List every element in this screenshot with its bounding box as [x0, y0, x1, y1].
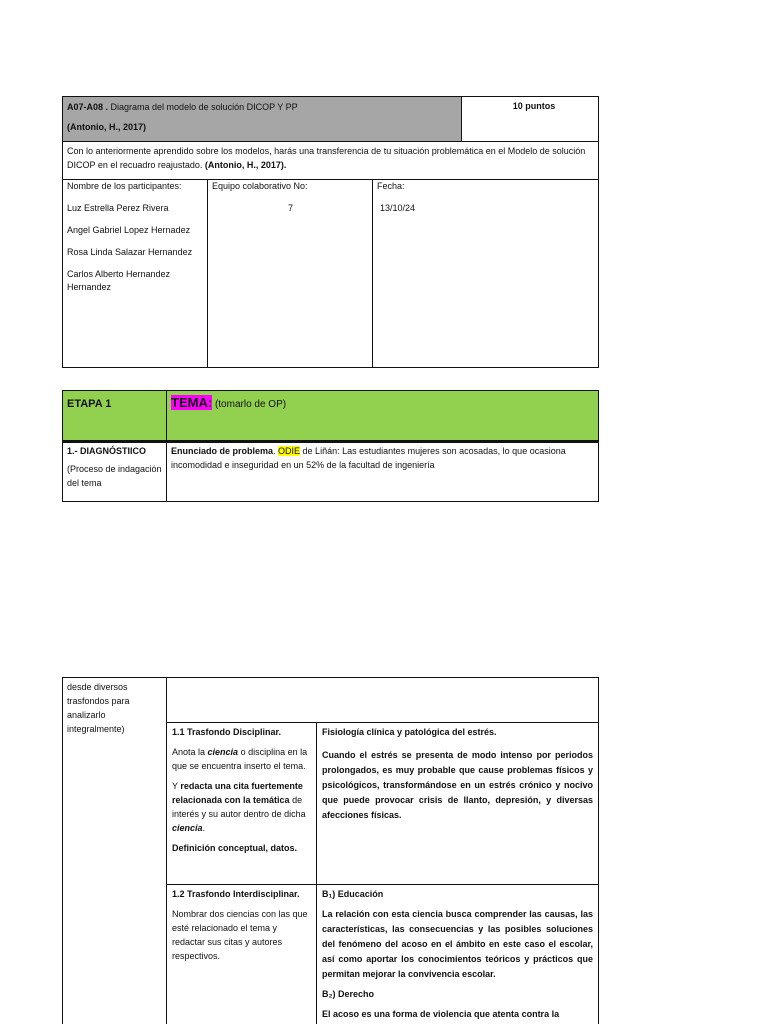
tema-cell: [166, 390, 599, 441]
activity-title-line: [67, 100, 458, 114]
team-label: Equipo colaborativo No:: [212, 181, 308, 191]
disciplinar-p2-c: de interés y su autor dentro de dicha: [172, 795, 306, 819]
team-cell: [207, 179, 373, 368]
diagnostico-continued: desde diversos trasfondos para analizarlo integralmente): [67, 682, 130, 734]
disciplinar-right-text: Cuando el estrés se presenta de modo intenso por periodos prolongados, es muy probable que cause problemas físicos y psicológicos, transformándose en un estrés crónico y nocivo que puede provocar crisis de llanto, depresión, y diversas afecciones físicas.: [322, 750, 593, 820]
activity-header: [62, 96, 462, 142]
instructions-citation: (Antonio, H., 2017).: [204, 160, 287, 170]
enunciado-cell: [166, 443, 599, 502]
diagnostico-label: 1.- DIAGNÓSTIICO: [67, 446, 147, 456]
enunciado-label: Enunciado de problema: [171, 446, 274, 456]
participant-name: Angel Gabriel Lopez Hernadez: [67, 225, 191, 235]
interdisciplinar-text: Nombrar dos ciencias con las que esté relacionado el tema y redactar sus citas y autores respectivos.: [172, 909, 308, 961]
diagnostico-sub: (Proceso de indagación del tema: [67, 464, 162, 488]
participant-name: Carlos Alberto Hernandez Hernandez: [67, 269, 171, 292]
date-label: Fecha:: [377, 181, 405, 191]
stage-label-cell: [62, 390, 167, 441]
interdisciplinar-left: [166, 884, 317, 1024]
enunciado-separator: .: [273, 446, 279, 456]
activity-code: A07-A08 .: [67, 102, 109, 112]
activity-points: [461, 96, 599, 142]
team-number: 7: [287, 203, 293, 213]
disciplinar-right-title: Fisiología clínica y patológica del estrés.: [322, 727, 497, 737]
participant-name: Luz Estrella Perez Rivera: [67, 203, 169, 213]
disciplinar-p1: [172, 745, 312, 773]
odie-highlight: ODIE: [278, 446, 301, 456]
disciplinar-p1-b: o disciplina en la que se encuentra inserto el tema.: [172, 747, 308, 771]
disciplinar-p3: Definición conceptual, datos.: [172, 843, 298, 853]
disciplinar-p2-d: .: [202, 823, 206, 833]
interdisciplinar-right: [316, 884, 599, 1024]
b1-title: B₁) Educación: [322, 889, 384, 899]
activity-citation: (Antonio, H., 2017): [67, 122, 147, 132]
participant-name: Rosa Linda Salazar Hernandez: [67, 247, 193, 257]
disciplinar-p2-a: Y: [172, 781, 181, 791]
b2-title: B₂) Derecho: [322, 989, 375, 999]
instructions-text: Con lo anteriormente aprendido sobre los modelos, harás una transferencia de tu situación problemática en el Modelo de solución DICOP en el recuadro reajustado.: [67, 146, 586, 170]
tema-value: (tomarlo de OP): [212, 399, 287, 410]
diagnostico-continued-cell: [62, 677, 167, 1024]
points-value: 10 puntos: [512, 101, 556, 111]
disciplinar-left: [166, 722, 317, 885]
activity-title: Diagrama del modelo de solución DICOP Y PP: [108, 102, 298, 112]
date-cell: [372, 179, 599, 368]
participants-cell: [62, 179, 208, 368]
tema-label: TEMA:: [171, 395, 213, 410]
interdisciplinar-heading: 1.2 Trasfondo Interdisciplinar.: [172, 889, 300, 899]
activity-instructions: [62, 141, 599, 180]
b2-text: El acoso es una forma de violencia que atenta contra la: [322, 1009, 560, 1019]
enunciado-text: de Liñán: Las estudiantes mujeres son acosadas, lo que ocasiona incomodidad e inseguridad en un 52% de la facultad de ingeniería: [171, 446, 566, 470]
empty-header-cell: [166, 677, 599, 723]
disciplinar-p2-em: ciencia: [172, 823, 203, 833]
date-value: 13/10/24: [380, 203, 416, 213]
stage-label: ETAPA 1: [67, 398, 112, 410]
disciplinar-heading: 1.1 Trasfondo Disciplinar.: [172, 727, 282, 737]
disciplinar-p1-a: Anota la: [172, 747, 208, 757]
diagnostico-cell: [62, 443, 167, 502]
disciplinar-p1-em: ciencia: [207, 747, 239, 757]
disciplinar-p2: [172, 779, 312, 835]
disciplinar-p2-b: redacta una cita fuertemente relacionada con la temática: [172, 781, 303, 805]
b1-text: La relación con esta ciencia busca comprender las causas, las características, las consecuencias y las posibles soluciones del fenómeno del acoso en el ámbito en este caso el escolar, así como aportar los conocimientos teóricos y prácticos que permitan mejorar la convivencia escolar.: [322, 909, 593, 979]
disciplinar-right: [316, 722, 599, 885]
participants-label: Nombre de los participantes:: [67, 181, 182, 191]
